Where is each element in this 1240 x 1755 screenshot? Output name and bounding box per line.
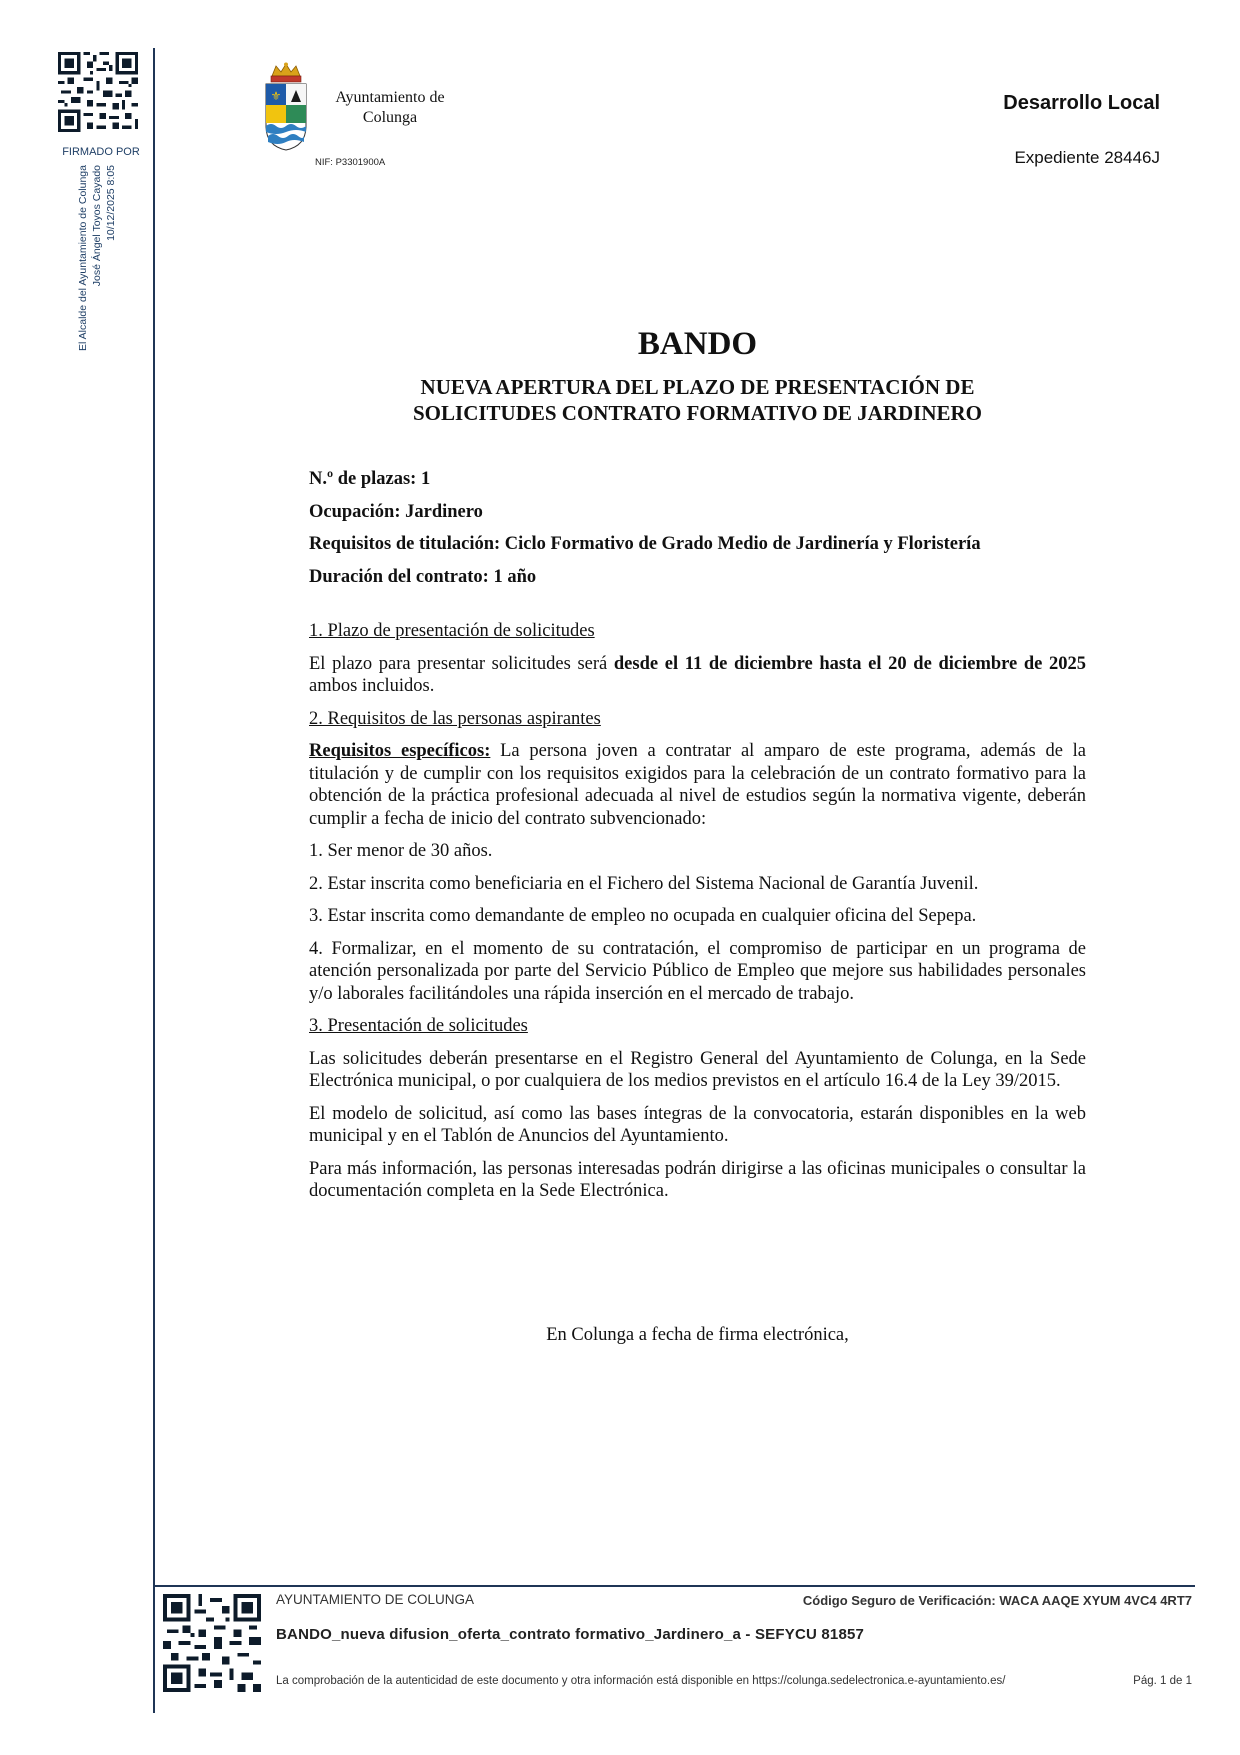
- closing-line: En Colunga a fecha de firma electrónica,: [546, 1325, 849, 1345]
- subtitle-line1: NUEVA APERTURA DEL PLAZO DE PRESENTACIÓN DE: [420, 375, 975, 399]
- signer-name: José Ángel Toyos Cayado: [91, 165, 103, 287]
- section1-paragraph: [309, 653, 1086, 698]
- authenticity-notice: La comprobación de la autenticidad de este documento y otra información está disponible en https://colunga.sedelectronica.e-ayuntamiento.es/: [276, 1675, 1006, 1687]
- footer-divider: [155, 1585, 1195, 1587]
- requirement-item: 2. Estar inscrita como beneficiaria en el Fichero del Sistema Nacional de Garantía Juvenil.: [309, 873, 979, 894]
- signer-role: El Alcalde del Ayuntamiento de Colunga: [77, 165, 89, 352]
- document-subtitle: [300, 374, 1095, 426]
- section3-paragraph: Para más información, las personas interesadas podrán dirigirse a las oficinas municipales o consultar la documentación completa en la Sede Electrónica.: [309, 1158, 1086, 1201]
- requirement-item: 1. Ser menor de 30 años.: [309, 841, 493, 861]
- requirement-item: 4. Formalizar, en el momento de su contratación, el compromiso de participar en un programa de atención personalizada por parte del Servicio Público de Empleo que mejore sus habilidades personales y/o laborales facilitándoles una rápida inserción en el mercado de trabajo.: [309, 938, 1086, 1004]
- svg-text:⚜: ⚜: [270, 89, 282, 103]
- requirement-item: 3. Estar inscrita como demandante de empleo no ocupada en cualquier oficina del Sepepa.: [309, 906, 977, 926]
- page-number: Pág. 1 de 1: [1133, 1675, 1192, 1687]
- section2-heading: 2. Requisitos de las personas aspirantes: [309, 708, 601, 729]
- section1-text-a: El plazo para presentar solicitudes será: [309, 653, 614, 674]
- signature-qr-code: [58, 52, 138, 132]
- document-reference: BANDO_nueva difusion_oferta_contrato formativo_Jardinero_a - SEFYCU 81857: [276, 1626, 865, 1643]
- document-body: [309, 468, 1086, 1213]
- signature-date: 10/12/2025 8:05: [105, 165, 117, 241]
- section3-paragraph: El modelo de solicitud, así como las bases íntegras de la convocatoria, estarán disponibles en la web municipal y en el Tablón de Anuncios del Ayuntamiento.: [309, 1103, 1086, 1146]
- section2-lead-label: Requisitos específicos:: [309, 741, 491, 761]
- requisitos-titulacion-line: Requisitos de titulación: Ciclo Formativo de Grado Medio de Jardinería y Floristería: [309, 534, 981, 554]
- section3-heading: 3. Presentación de solicitudes: [309, 1016, 528, 1036]
- entity-name-line2: Colunga: [362, 109, 418, 126]
- margin-divider: [153, 48, 155, 1713]
- section2-lead: [309, 740, 1086, 830]
- section1-dates: desde el 11 de diciembre hasta el 20 de diciembre de 2025: [613, 653, 1087, 674]
- department-name: Desarrollo Local: [1003, 92, 1160, 114]
- document-title: BANDO: [637, 326, 758, 362]
- section3-paragraph: Las solicitudes deberán presentarse en el Registro General del Ayuntamiento de Colunga, en la Sede Electrónica municipal, o por cualquiera de los medios previstos en el artículo 16.4 de la Ley 39/2015.: [309, 1048, 1086, 1091]
- section1-heading: 1. Plazo de presentación de solicitudes: [309, 621, 595, 641]
- ocupacion-line: Ocupación: Jardinero: [309, 501, 483, 522]
- section2-lead-text: La persona joven a contratar al amparo de este programa, además de la titulación y de cumplir con los requisitos exigidos para la celebración de un contrato formativo para la obtención de la práctica profesional adecuada al nivel de estudios según la normativa vigente, deberán cumplir a fecha de inicio del contrato subvencionado:: [309, 741, 1086, 829]
- nif-label: NIF: P3301900A: [315, 157, 386, 168]
- coat-of-arms-icon: [262, 62, 310, 152]
- entity-name: [320, 88, 460, 128]
- duracion-line: Duración del contrato: 1 año: [309, 566, 537, 587]
- entity-name-line1: Ayuntamiento de: [335, 89, 445, 106]
- verification-code: Código Seguro de Verificación: WACA AAQE XYUM 4VC4 4RT7: [802, 1593, 1192, 1608]
- verification-qr-code: [163, 1594, 261, 1692]
- subtitle-line2: SOLICITUDES CONTRATO FORMATIVO DE JARDINERO: [413, 401, 982, 425]
- plazas-line: N.º de plazas: 1: [309, 469, 431, 489]
- section1-text-b: ambos incluidos.: [309, 676, 435, 696]
- signed-by-label: FIRMADO POR: [62, 146, 140, 158]
- footer-organization: AYUNTAMIENTO DE COLUNGA: [276, 1592, 475, 1607]
- expediente-number: Expediente 28446J: [1014, 148, 1160, 167]
- signature-stamp: [76, 165, 136, 395]
